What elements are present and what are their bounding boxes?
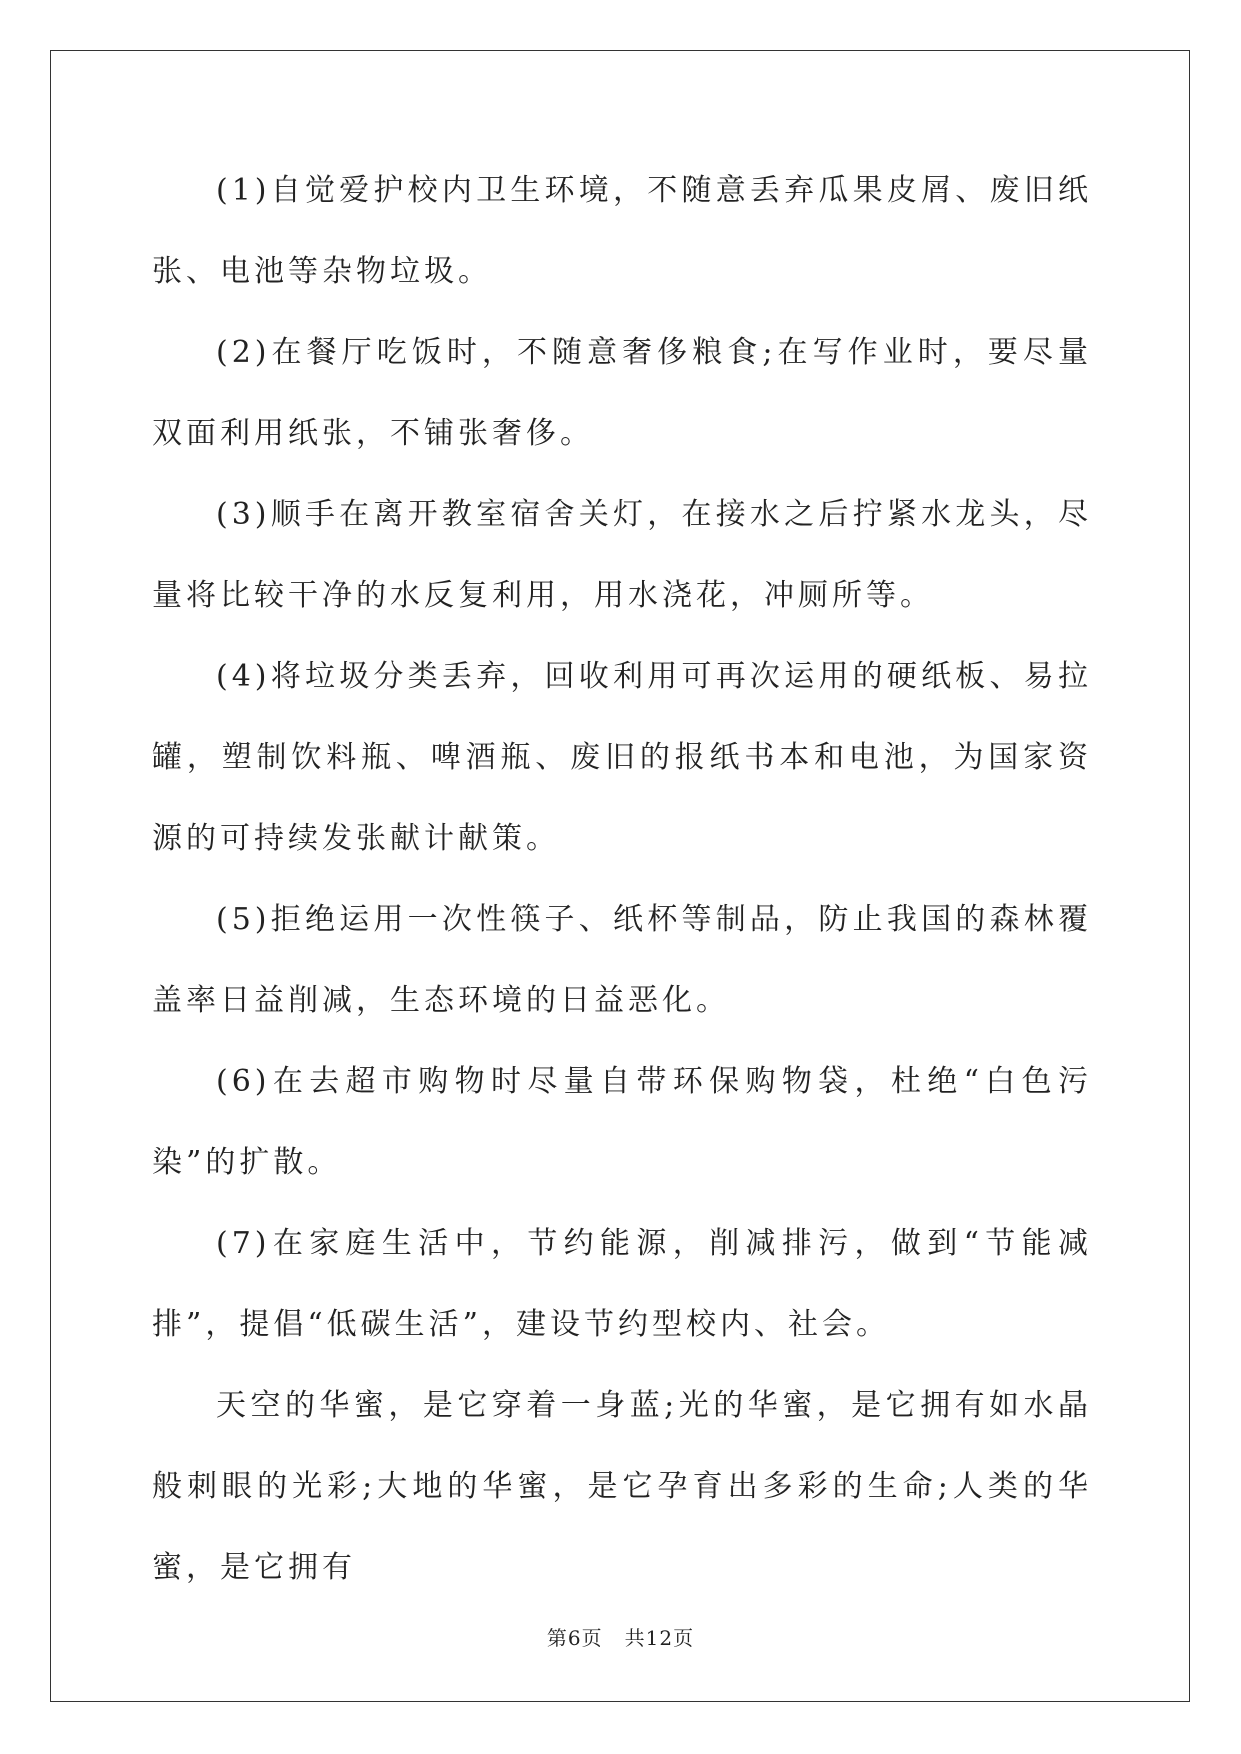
paragraph-1: (1)自觉爱护校内卫生环境，不随意丢弃瓜果皮屑、废旧纸张、电池等杂物垃圾。	[152, 173, 1092, 289]
document-body	[152, 150, 1092, 1608]
page-footer	[0, 1624, 1241, 1652]
paragraph-2: (2)在餐厅吃饭时，不随意奢侈粮食;在写作业时，要尽量双面利用纸张，不铺张奢侈。	[152, 335, 1092, 451]
paragraph-5: (5)拒绝运用一次性筷子、纸杯等制品，防止我国的森林覆盖率日益削减，生态环境的日益恶化。	[152, 902, 1092, 1018]
paragraph-7: (7)在家庭生活中，节约能源，削减排污，做到“节能减排”，提倡“低碳生活”，建设节约型校内、社会。	[152, 1226, 1092, 1342]
paragraph-6: (6)在去超市购物时尽量自带环保购物袋，杜绝“白色污染”的扩散。	[152, 1064, 1092, 1180]
paragraph-3: (3)顺手在离开教室宿舍关灯，在接水之后拧紧水龙头，尽量将比较干净的水反复利用，用水浇花，冲厕所等。	[152, 497, 1092, 613]
paragraph-4: (4)将垃圾分类丢弃，回收利用可再次运用的硬纸板、易拉罐，塑制饮料瓶、啤酒瓶、废旧的报纸书本和电池，为国家资源的可持续发张献计献策。	[152, 659, 1092, 856]
page-number-total: 共12页	[624, 1626, 695, 1650]
paragraph-8: 天空的华蜜，是它穿着一身蓝;光的华蜜，是它拥有如水晶般刺眼的光彩;大地的华蜜，是它孕育出多彩的生命;人类的华蜜，是它拥有	[152, 1388, 1092, 1585]
page-number-current: 第6页	[546, 1626, 603, 1650]
